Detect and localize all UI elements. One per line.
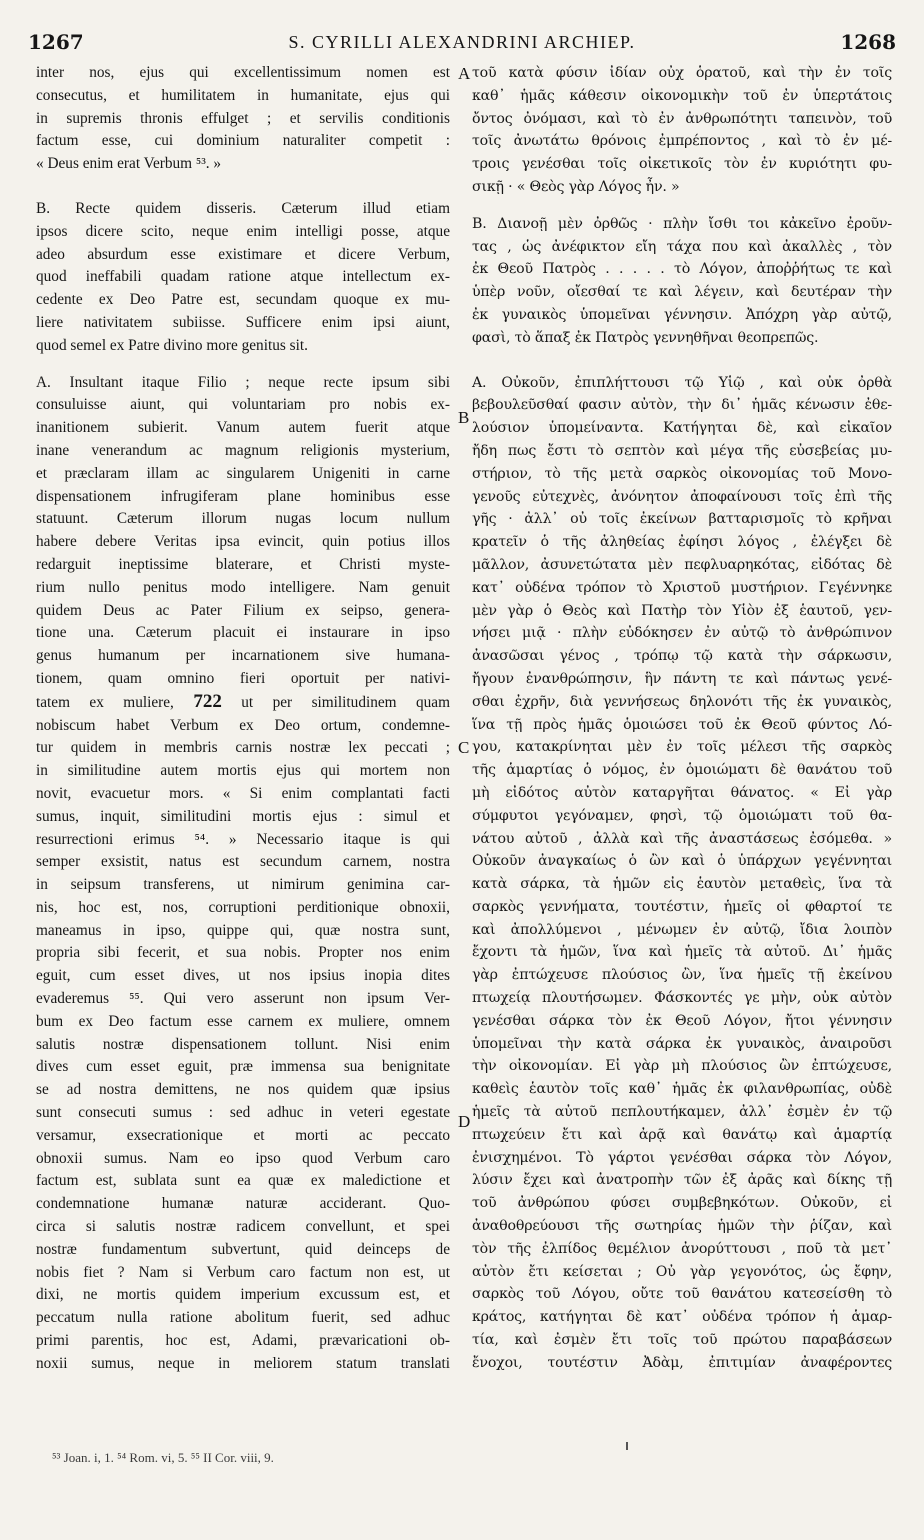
margin-letter-a: A: [458, 64, 471, 83]
latin-line: condemnatione humanæ naturæ acciderant. Quo-: [36, 1195, 450, 1213]
latin-line: evaderemus ⁵⁵. Qui vero asserunt non ipsum Ver-: [36, 990, 450, 1008]
latin-line: genus humanum per incarnationem sive humana-: [36, 647, 450, 665]
latin-line: se ad nostra demittens, ne nos quidem quæ ipsius: [36, 1081, 450, 1099]
latin-line: consuluisse aiunt, qui voluntariam pro nobis ex-: [36, 396, 450, 414]
greek-line: τοῦ ἀνθρώπου φύσει συμβεβηκότων. Οὐκοῦν, εἰ: [472, 1195, 892, 1212]
latin-line: tatem ex muliere, 722 ut per similitudinem quam: [36, 690, 450, 712]
latin-line: sunt consecuti sumus : sed adhuc in veteri egestate: [36, 1104, 450, 1122]
greek-line: τῆς ἁμαρτίας ὁ νόμος, ἐν ὁμοιώματι δὲ θανάτου τοῦ: [472, 762, 892, 779]
latin-line: ipsos dicere scito, neque enim intelligi posse, atque: [36, 222, 450, 240]
latin-line: eguit, cum esset dives, ut nos ipsius inopia dites: [36, 967, 450, 985]
greek-line: λύσιν ἔχει καὶ ἀνατροπὴν τῶν ἐξ ἀρᾶς καὶ δίκης τῇ: [472, 1172, 892, 1189]
greek-line: κατὰ σάρκα, τὰ ἡμῶν εἰς ἑαυτὸν μεταθεὶς, ἵνα τὰ: [472, 876, 892, 893]
latin-line: inane venerandum ac magnum religionis mysterium,: [36, 441, 450, 459]
greek-line: νήσει μιᾷ · πλὴν εὐδόκησεν ἐν αὐτῷ τὸ ἀνθρώπινον: [472, 625, 892, 642]
page-number-right: 1268: [840, 30, 896, 54]
greek-line: ὑπομεῖναι τὴν κατὰ σάρκα ἐκ γυναικὸς, ἀναιροῦσι: [472, 1035, 892, 1052]
greek-line: ὑπὲρ νοῦν, οἴεσθαί τε καὶ λέγειν, καὶ δευτέραν τὴν: [472, 284, 892, 301]
latin-line: quod ineffabili quadam ratione atque intellectum ex-: [36, 268, 450, 286]
latin-line: in seipsum transferens, ut nimirum genimina car-: [36, 876, 450, 894]
greek-line: σθαι ἐχρῆν, διὰ γεννήσεως δηλονότι τῆς ἐκ γυναικὸς,: [472, 693, 892, 710]
greek-line: αὐτὸν ἔτι κείσεται ; Οὐ γὰρ γεγονότος, ὡς ἔφην,: [472, 1263, 892, 1280]
latin-line: inanitionem subierit. Vanum autem fuerit atque: [36, 419, 450, 437]
latin-line: et præclaram illam ac singularem Unigeniti in carne: [36, 464, 450, 482]
latin-line: rium nullo penitus modo intelligere. Nam genuit: [36, 578, 450, 596]
greek-line: κρατεῖν ὁ τῆς ἀληθείας ἐφίησι λόγος , ἐλέγξει δὲ: [472, 534, 892, 551]
latin-line: obnoxii sumus. Nam eo ipso quod Verbum caro: [36, 1149, 450, 1167]
greek-line: ἡμεῖς τὰ αὐτοῦ πεπλουτήκαμεν, ἀλλ᾽ ἐσμὲν ἐν τῷ: [472, 1104, 892, 1121]
latin-line: tionem, quam omnino fieri oportuit per nativi-: [36, 669, 450, 687]
latin-line: sumus, inquit, similitudini mortis ejus : simul et: [36, 807, 450, 825]
latin-line: cedente ex Deo Patre est, secundam quoque ex mu-: [36, 291, 450, 309]
latin-line: nostræ fundamentum subvertunt, quid deinceps de: [36, 1240, 450, 1258]
greek-line: Α. Οὐκοῦν, ἐπιπλήττουσι τῷ Υἱῷ , καὶ οὐκ ὀρθὰ: [472, 374, 892, 391]
greek-line: ἐνισχημένοι. Τὸ γάρτοι γενέσθαι σάρκα τὸν Λόγον,: [472, 1149, 892, 1166]
greek-line: ἐκ Θεοῦ Πατρὸς . . . . . τὸ Λόγον, ἀποῤῥήτως τε καὶ: [472, 261, 892, 278]
latin-line: factum est, sublata sunt ea quæ ex maledictione et: [36, 1172, 450, 1190]
footnotes: ⁵³ Joan. i, 1. ⁵⁴ Rom. vi, 5. ⁵⁵ II Cor. viii, 9.: [52, 1450, 274, 1465]
latin-line: dispensationem infrugiferam plane hominibus esse: [36, 487, 450, 505]
greek-line: ἀνασῶσαι γένος , τρόπῳ τῷ κατὰ τὴν σάρκωσιν,: [472, 648, 892, 665]
running-title: S. CYRILLI ALEXANDRINI ARCHIEP.: [288, 32, 636, 52]
latin-line: nis, hoc est, nos, corruptioni perditionique obnoxii,: [36, 898, 450, 916]
greek-line: τροις γενέσθαι τοῖς οἰκετικοῖς τὸν ἐν κυριότητι φυ-: [472, 156, 892, 173]
greek-line: γὰρ ἐπτώχευσε πλούσιος ὢν, ἵνα ἡμεῖς τῇ ἐκείνου: [472, 967, 892, 984]
latin-line: in supremis thronis effulget ; et servilis conditionis: [36, 109, 450, 127]
greek-line: μᾶλλον, ἀσυνετώτατα μὲν πεφλυαρηκότας, εἰδότας δὲ: [472, 556, 892, 573]
greek-line: ἤδη πως ἔστι τὸ σεπτὸν καὶ μέγα τῆς εὐσεβείας μυ-: [472, 442, 892, 459]
greek-line: τοῦ κατὰ φύσιν ἰδίαν οὐχ ὁρατοῦ, καὶ τὴν ἐν τοῖς: [472, 65, 892, 81]
greek-line: βεβουλεῦσθαί φασιν αὐτὸν, τὴν δι᾽ ἡμᾶς κένωσιν ἐθε-: [472, 397, 892, 414]
margin-letter-b: B: [458, 408, 470, 427]
greek-line: κατ᾽ οὐδένα τρόπον τὸ Χριστοῦ μυστήριον. Γεγέννηκε: [472, 579, 892, 596]
latin-line: in similitudine autem mortis ejus qui mortem non: [36, 762, 450, 780]
latin-line: quidem Deus ac Pater Filium ex seipso, genera-: [36, 601, 450, 619]
latin-line: quod semel ex Patre divino more genitus sit.: [36, 336, 308, 354]
latin-line: A. Insultant itaque Filio ; neque recte ipsum sibi: [36, 373, 450, 391]
greek-line: καθ᾽ ἡμᾶς κάθεσιν οἰκονομικὴν τοῦ ἐν ὑπερτάτοις: [472, 87, 892, 104]
latin-line: adeo absurdum esse existimare et dicere Verbum,: [36, 245, 450, 263]
greek-line: κράτος, κατήγηται δὲ κατ᾽ οὐδένα τρόπον ἡ ἁμαρ-: [472, 1309, 892, 1326]
greek-line: ἔχοντι τὰ ἡμῶν, ἵνα καὶ ἡμεῖς τὰ αὐτοῦ. Δι᾽ ἡμᾶς: [472, 944, 892, 961]
greek-line: Οὐκοῦν ἀναγκαίως ὁ ὢν καὶ ὁ ὑπάρχων γεγέννηται: [472, 853, 892, 870]
greek-line: φασὶ, τὸ ἅπαξ ἐκ Πατρὸς γεννηθῆναι θεοπρεπῶς.: [472, 329, 819, 346]
latin-line: nobis fiet ? Nam si Verbum caro factum non est, ut: [36, 1263, 450, 1281]
greek-column: [472, 62, 892, 1375]
latin-line: bum ex Deo factum esse carnem ex muliere, omnem: [36, 1012, 450, 1030]
greek-line: καὶ ἀπολλύμενοι , μένωμεν ἐν αὐτῷ, ἴδια λοιπὸν: [472, 921, 892, 938]
latin-line: tione una. Cæterum placuit ei instaurare in ipso: [36, 624, 450, 642]
greek-line: σικῇ · « Θεὸς γὰρ Λόγος ἦν. »: [472, 178, 680, 195]
greek-line: ἀναθοθρεύουσι τῆς σωτηρίας ἡμῶν τὴν ῥίζαν, καὶ: [472, 1218, 892, 1235]
latin-line: consecutus, et humilitatem in humanitate, ejus qui: [36, 86, 450, 104]
latin-line: tur quidem in membris carnis nostræ lex peccati ;: [36, 739, 450, 757]
greek-line: καθεὶς ἑαυτὸν τοῖς καθ᾽ ἡμᾶς ἐκ φιλανθρωπίας, οὐδὲ: [472, 1081, 892, 1098]
greek-line: τὴν οἰκονομίαν. Εἰ γὰρ μὴ πλούσιος ὢν ἐπτώχευσε,: [472, 1058, 892, 1075]
latin-line: liere nativitatem subiisse. Sufficere enim ipsi aiunt,: [36, 313, 450, 331]
greek-line: τας , ὡς ἀνέφικτον εἴη τάχα που καὶ ἀκαλλὲς , τὸν: [472, 238, 892, 255]
greek-line: γενέσθαι σάρκα τὸν ἐκ Θεοῦ Λόγον, ἤτοι γέννησιν: [472, 1012, 892, 1029]
latin-line: salutis nostræ dispensationem tollunt. Nisi enim: [36, 1035, 450, 1053]
greek-line: γου, κατακρίνηται μὲν ἐν τοῖς μέλεσι τῆς σαρκὸς: [472, 739, 892, 756]
latin-line: habere debere Veritas ipsa evincit, quin potius illos: [36, 533, 450, 551]
greek-line: στήριον, τὸ τῆς μετὰ σαρκὸς οἰκονομίας τοῦ Μονο-: [472, 465, 892, 482]
latin-line: novit, evacuetur mors. « Si enim complantati facti: [36, 784, 450, 802]
latin-line: versamur, exsecrationique et morti ac peccato: [36, 1126, 450, 1144]
latin-line: noxii sumus, neque in meliorem statum translati: [36, 1354, 450, 1372]
greek-line: σαρκὸς τοῦ Λόγου, οὔτε τοῦ θανάτου κατεσείσθη τὸ: [472, 1286, 892, 1303]
greek-line: πτωχείᾳ πλουτήσωμεν. Φάσκοντές γε μὴν, οὐκ αὐτὸν: [472, 990, 892, 1007]
greek-line: τία, καὶ ἐσμὲν ἔτι τοῖς τοῦ πρώτου παραβάσεων: [472, 1332, 892, 1349]
latin-line: maneamus in ipso, quippe qui, quæ nostra sunt,: [36, 921, 450, 939]
greek-line: ἔνοχοι, τουτέστιν Ἀδὰμ, ἐπιτιμίαν ἀναφέροντες: [472, 1354, 892, 1371]
latin-line: factum esse, cui dominium naturaliter competit :: [36, 132, 450, 150]
latin-line: resurrectioni erimus ⁵⁴. » Necessario itaque is qui: [36, 830, 450, 848]
page-tick-mark: [626, 1442, 628, 1450]
paragraph-gap: [36, 358, 450, 372]
latin-column: [36, 62, 450, 1376]
latin-line: dixi, ne mortis quidem imperium excussum est, et: [36, 1286, 450, 1304]
greek-line: τοῖς ἀνωτάτω θρόνοις ἐμπρέποντος , καὶ τὸ ἐν μέ-: [472, 133, 892, 150]
greek-line: μὲν γὰρ ὁ Θεὸς καὶ Πατὴρ τὸν Υἱὸν ἐξ ἑαυτοῦ, γεν-: [472, 602, 892, 619]
latin-line: nobiscum habet Verbum ex Deo ortum, condemne-: [36, 716, 450, 734]
greek-line: νάτου αὐτοῦ , ἀλλὰ καὶ τῆς ἀναστάσεως ἐσόμεθα. »: [472, 830, 892, 847]
latin-line: « Deus enim erat Verbum ⁵³. »: [36, 155, 222, 173]
latin-line: primi parentis, hoc est, Adami, prævaricationi ob-: [36, 1332, 450, 1350]
page-number-left: 1267: [28, 30, 84, 54]
latin-line: redarguit ineptissime blaterare, et Christi myste-: [36, 555, 450, 573]
latin-line: peccatum nulla ratione abolitum fuerit, sed adhuc: [36, 1309, 450, 1327]
greek-line: ἵνα τῇ πρὸς ἡμᾶς ὁμοιώσει τοῦ ἐκ Θεοῦ φύντος Λό-: [472, 716, 892, 733]
latin-line: inter nos, ejus qui excellentissimum nomen est: [36, 64, 450, 81]
greek-line: λούσιον ὑπομείναντα. Κατήγηται δὲ, καὶ εἰκαῖον: [472, 420, 892, 437]
margin-letter-c: C: [458, 738, 470, 757]
greek-line: Β. Διανοῇ μὲν ὀρθῶς · πλὴν ἴσθι τοι κἀκεῖνο ἐροῦν-: [472, 215, 892, 232]
greek-line: πτωχεύειν ἔτι καὶ ἀρᾷ καὶ θανάτῳ καὶ ἁμαρτίᾳ: [472, 1126, 892, 1143]
margin-letter-d: D: [458, 1112, 471, 1131]
greek-line: σαρκὸς γεννήματα, τουτέστιν, ἡμεῖς οἱ φθαρτοί τε: [472, 898, 892, 915]
page-header: [28, 30, 896, 60]
greek-line: τὸν τῆς ἐλπίδος θεμέλιον ἀνορύττουσι , ποῦ τὰ μετ᾽: [472, 1240, 892, 1257]
paragraph-gap: [36, 176, 450, 198]
paragraph-gap: [472, 199, 892, 213]
greek-line: γῆς · ἀλλ᾽ οὐ τοῖς ἐκείνων βατταρισμοῖς τὸ κρῆναι: [472, 511, 892, 528]
latin-line: circa si salutis nostræ radicem convellunt, et spei: [36, 1218, 450, 1236]
latin-line: semper exsistit, natus est secundum carnem, nostra: [36, 853, 450, 871]
greek-line: γενοῦς εὐτεχνὲς, ἀνόνητον ἀποφαίνουσι τοῖς ἐπὶ τῆς: [472, 488, 892, 505]
greek-line: σύμφυτοι γεγόναμεν, φησὶ, τῷ ὁμοιώματι τοῦ θα-: [472, 807, 892, 824]
latin-line: propria sibi fecerit, et sua nobis. Propter nos enim: [36, 944, 450, 962]
latin-line: B. Recte quidem disseris. Cæterum illud etiam: [36, 199, 450, 217]
greek-line: μὴ εἰδότος αὐτὸν καταργῆται θάνατος. « Εἰ γὰρ: [472, 784, 892, 801]
greek-line: ὄντος ὀνόμασι, καὶ τὸ ἐν ἀνθρωπότητι ταπεινὸν, τοῦ: [472, 110, 892, 127]
greek-line: ἐκ γυναικὸς ὑπομεῖναι γέννησιν. Ἀπόχρη γὰρ αὐτῷ,: [472, 306, 892, 323]
paragraph-gap: [472, 350, 892, 372]
latin-line: statuunt. Cæterum illorum nugas locum nullum: [36, 510, 450, 528]
latin-line: dives cum esset eguit, præ immensa sua benignitate: [36, 1058, 450, 1076]
greek-line: ἤγουν ἐνανθρώπησιν, ἣν πάντη τε καὶ πάντως γενέ-: [472, 670, 892, 687]
